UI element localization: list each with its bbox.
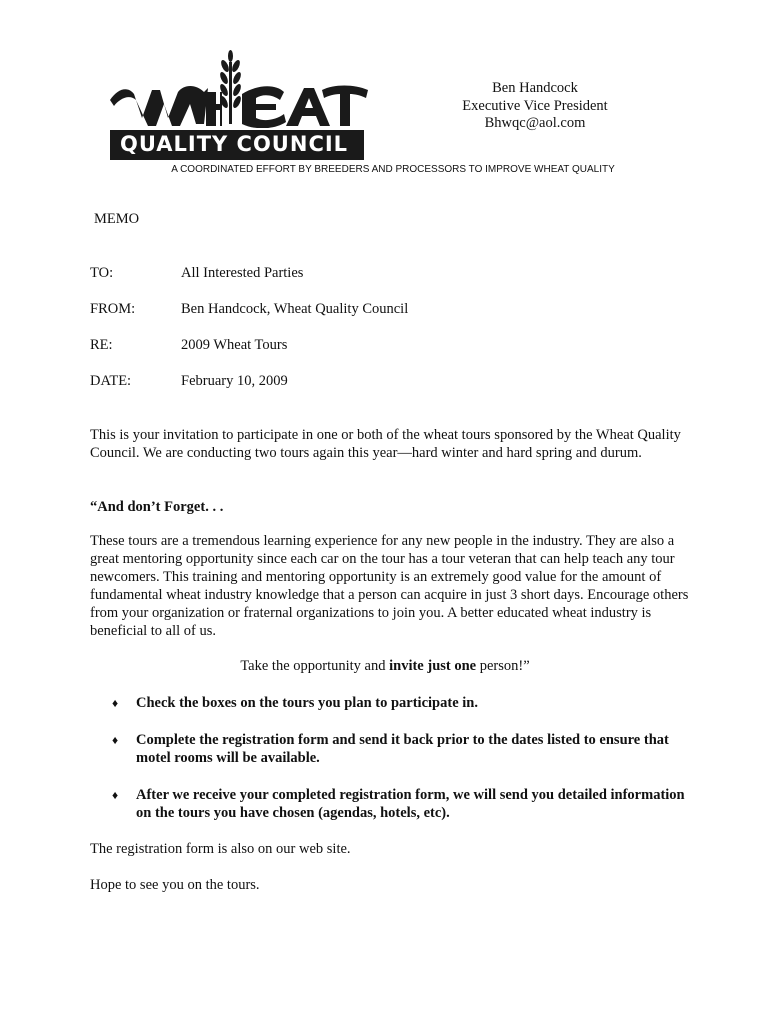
diamond-bullet-icon: ♦	[112, 788, 119, 802]
date-value: February 10, 2009	[181, 373, 288, 389]
tagline-text: A COORDINATED EFFORT BY BREEDERS AND PROCESSORS TO IMPROVE WHEAT QUALITY	[171, 164, 615, 175]
main-paragraph: These tours are a tremendous learning experience for any new people in the industry. They are also a great mentoring opportunity since each car on the tour has a tour veteran that can help teach any tour newcomers. This training and mentoring opportunity is an extremely good value for the amount of fundamental wheat industry knowledge that a person can acquire in just 3 short days. Encourage others from your organization or fraternal organizations to join you. A better educated wheat industry is beneficial to all of us.	[90, 533, 689, 639]
re-value: 2009 Wheat Tours	[181, 337, 288, 353]
date-row	[90, 373, 690, 391]
diamond-bullet-icon: ♦	[112, 733, 119, 747]
website-note: The registration form is also on our web site.	[90, 841, 351, 857]
intro-paragraph: This is your invitation to participate in one or both of the wheat tours sponsored by the Wheat Quality Council. We are conducting two tours again this year—hard winter and hard spring and durum.	[90, 427, 681, 461]
to-row	[90, 265, 690, 283]
contact-block	[440, 80, 630, 133]
from-row	[90, 301, 690, 319]
re-row	[90, 337, 690, 355]
bullet-text: After we receive your completed registration form, we will send you detailed information on the tours you have chosen (agendas, hotels, etc).	[136, 787, 685, 821]
tagline	[0, 164, 770, 175]
from-value: Ben Handcock, Wheat Quality Council	[181, 301, 409, 317]
invite-line	[0, 658, 770, 675]
date-label: DATE:	[90, 373, 132, 389]
invite-bold: invite just one	[389, 658, 477, 674]
diamond-bullet-icon: ♦	[112, 696, 119, 710]
memo-title: MEMO	[94, 211, 140, 227]
contact-title: Executive Vice President	[462, 97, 608, 114]
wheat-quality-council-logo	[108, 48, 370, 160]
contact-email: Bhwqc@aol.com	[484, 115, 586, 131]
invite-suffix: person!”	[476, 658, 530, 674]
to-label: TO:	[90, 265, 114, 281]
logo-subtitle: QUALITY COUNCIL	[120, 132, 349, 156]
bullet-text: Check the boxes on the tours you plan to participate in.	[136, 695, 478, 711]
invite-prefix: Take the opportunity and	[240, 658, 390, 674]
from-label: FROM:	[90, 301, 136, 317]
re-label: RE:	[90, 337, 113, 353]
to-value: All Interested Parties	[181, 265, 304, 281]
bullet-text: Complete the registration form and send it back prior to the dates listed to ensure that motel rooms will be available.	[136, 732, 669, 766]
dont-forget-heading: “And don’t Forget. . .	[90, 499, 224, 515]
closing-line: Hope to see you on the tours.	[90, 877, 260, 893]
contact-name: Ben Handcock	[492, 80, 578, 96]
